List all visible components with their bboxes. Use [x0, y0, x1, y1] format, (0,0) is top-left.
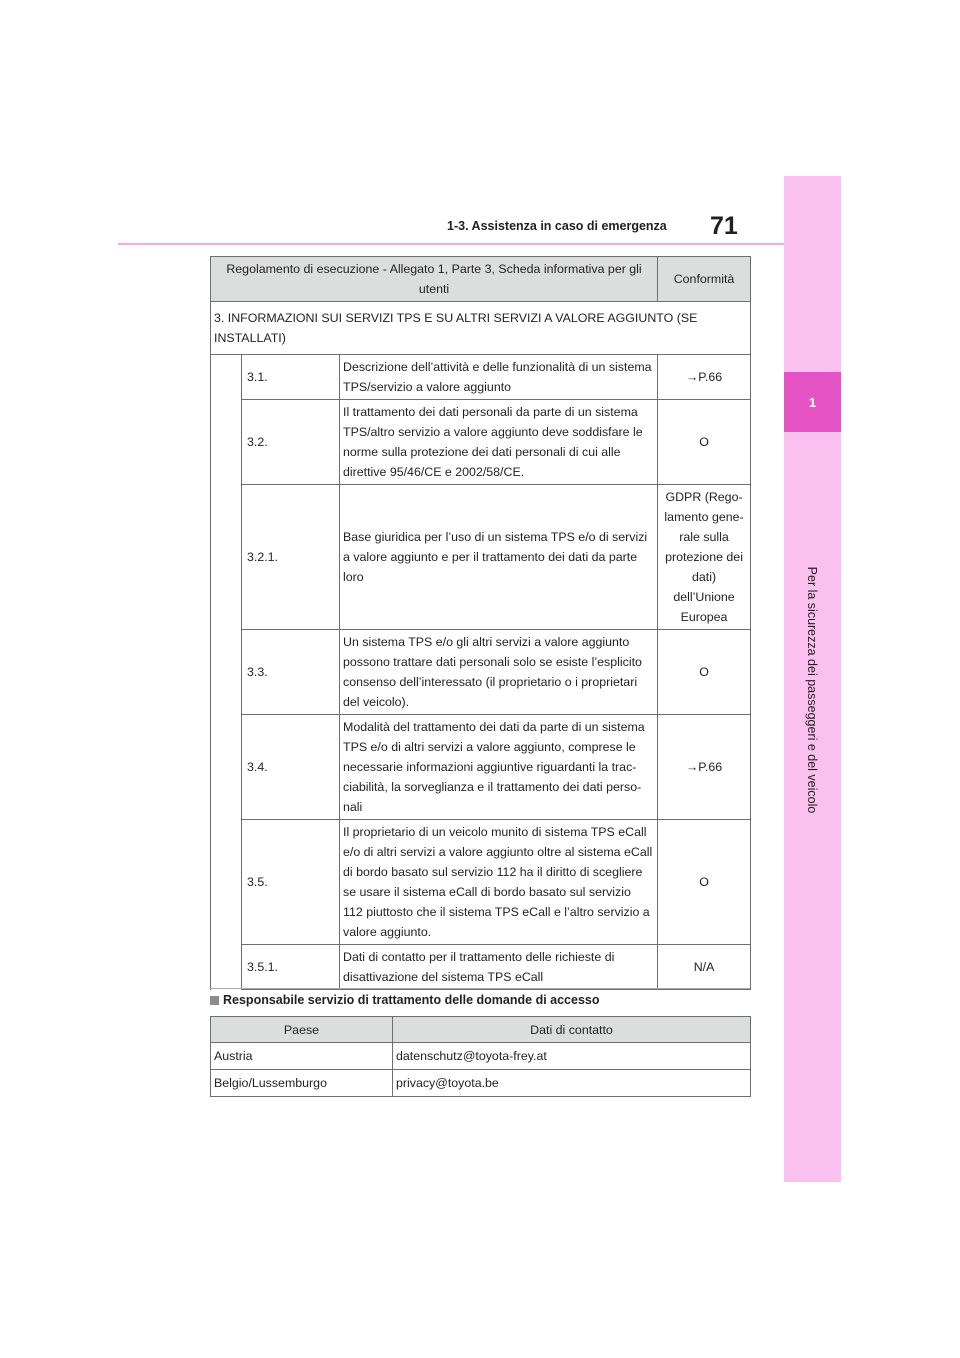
row-compliance: →P.66	[658, 355, 751, 400]
chapter-number-badge	[784, 372, 841, 432]
table-row	[211, 820, 751, 945]
table-row	[211, 1043, 751, 1070]
row-description: Modalità del trattamento dei dati da parte di un sistema TPS e/o di altri servizi a valore aggiunto, comprese le necessarie informazioni aggiuntive riguardanti la trac-ciabilità, la sorveglianza e il trattamento dei dati perso-nali	[340, 715, 658, 820]
row-compliance: N/A	[658, 945, 751, 990]
row-number: 3.4.	[242, 715, 340, 820]
table-row	[211, 630, 751, 715]
chapter-number: 1	[808, 394, 817, 410]
row-compliance: O	[658, 820, 751, 945]
header-regulation: Regolamento di esecuzione - Allegato 1, Parte 3, Scheda informativa per gli utenti	[211, 257, 658, 302]
row-compliance: GDPR (Rego-lamento gene-rale sulla protezione dei dati) dell’Unione Europea	[658, 485, 751, 630]
row-compliance: O	[658, 630, 751, 715]
header-contact: Dati di contatto	[393, 1017, 751, 1043]
table-row	[211, 355, 751, 400]
row-description: Descrizione dell’attività e delle funzionalità di un sistema TPS/servizio a valore aggiunto	[340, 355, 658, 400]
contact-table	[210, 1016, 751, 1097]
table-row	[211, 400, 751, 485]
country-cell: Belgio/Lussemburgo	[211, 1070, 393, 1097]
row-description: Il proprietario di un veicolo munito di sistema TPS eCall e/o di altri servizi a valore aggiunto oltre al sistema eCall di bordo basato sul servizio 112 ha il diritto di scegliere se usare il sistema eCall di bordo basato sul servizio 112 piuttosto che il sistema TPS eCall e l’altro servizio a valore aggiunto.	[340, 820, 658, 945]
contact-email: datenschutz@toyota-frey.at	[393, 1043, 751, 1070]
table-row	[211, 945, 751, 990]
row-compliance: →P.66	[658, 715, 751, 820]
row-number: 3.2.	[242, 400, 340, 485]
information-sheet-table	[210, 256, 751, 990]
table-row	[211, 715, 751, 820]
row-number: 3.3.	[242, 630, 340, 715]
subsection-heading	[210, 993, 600, 1007]
table-section-row	[211, 302, 751, 355]
chapter-title: Per la sicurezza dei passeggeri e del veicolo	[805, 566, 819, 814]
contact-email: privacy@toyota.be	[393, 1070, 751, 1097]
table-row	[211, 485, 751, 630]
table-row	[211, 1070, 751, 1097]
row-number: 3.1.	[242, 355, 340, 400]
row-description: Il trattamento dei dati personali da parte di un sistema TPS/altro servizio a valore aggiunto deve soddisfare le norme sulla protezione dei dati personali di cui alle direttive 95/46/CE e 2002/58/CE.	[340, 400, 658, 485]
subsection-rule	[210, 988, 750, 989]
row-description: Base giuridica per l’uso di un sistema TPS e/o di servizi a valore aggiunto e per il trattamento dei dati da parte loro	[340, 485, 658, 630]
contact-header-row	[211, 1017, 751, 1043]
row-description: Dati di contatto per il trattamento delle richieste di disattivazione del sistema TPS eCall	[340, 945, 658, 990]
page-number: 71	[710, 212, 738, 240]
row-number: 3.2.1.	[242, 485, 340, 630]
header-rule	[118, 243, 784, 245]
row-number: 3.5.1.	[242, 945, 340, 990]
row-number: 3.5.	[242, 820, 340, 945]
section-title: 1-3. Assistenza in caso di emergenza	[447, 219, 667, 233]
header-compliance: Conformità	[658, 257, 751, 302]
row-description: Un sistema TPS e/o gli altri servizi a valore aggiunto possono trattare dati personali solo se esiste l’esplicito consenso dell’interessato (il proprietario o i proprietari del veicolo).	[340, 630, 658, 715]
section-heading: 3. INFORMAZIONI SUI SERVIZI TPS E SU ALTRI SERVIZI A VALORE AGGIUNTO (SE INSTALLATI)	[211, 302, 751, 355]
square-bullet-icon	[210, 996, 219, 1005]
header-country: Paese	[211, 1017, 393, 1043]
row-compliance: O	[658, 400, 751, 485]
subsection-title: Responsabile servizio di trattamento delle domande di accesso	[223, 993, 600, 1007]
table-header-row	[211, 257, 751, 302]
indent-cell	[211, 355, 242, 990]
country-cell: Austria	[211, 1043, 393, 1070]
